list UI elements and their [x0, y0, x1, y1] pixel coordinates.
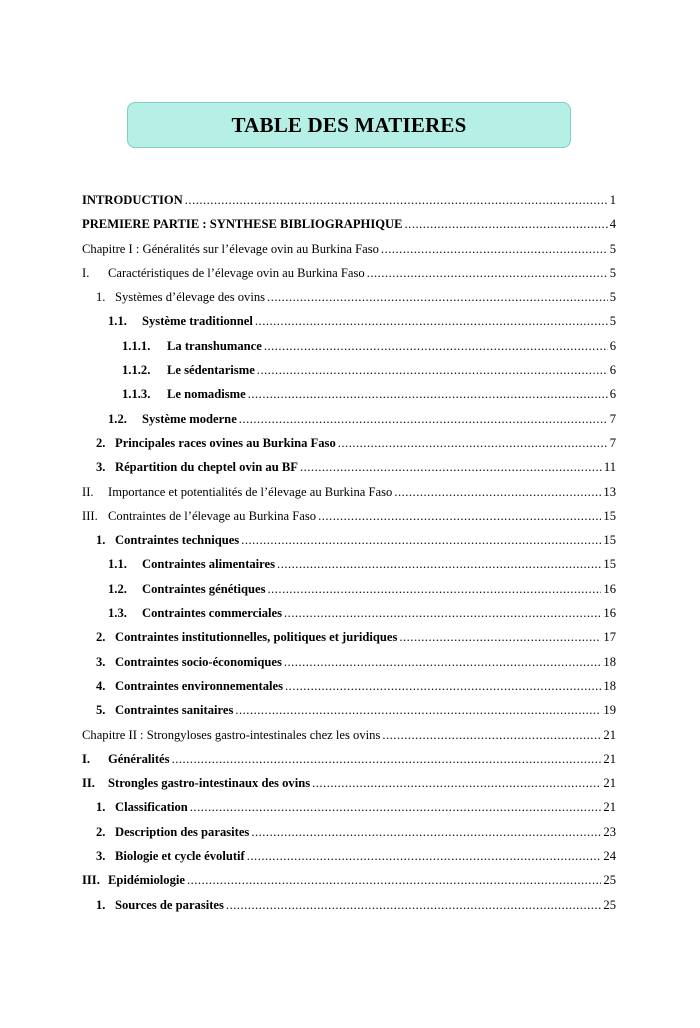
- toc-entry-title: [82, 212, 403, 236]
- toc-dot-leader: [318, 504, 601, 528]
- toc-dot-leader: [251, 820, 601, 844]
- toc-entry-title: [96, 795, 188, 819]
- toc-entry-number: 1.3.: [108, 606, 127, 621]
- toc-entry-title: [122, 382, 246, 406]
- toc-entry-number: 1.1.3.: [122, 387, 151, 402]
- toc-entry[interactable]: [82, 771, 616, 795]
- toc-dot-leader: [239, 407, 608, 431]
- toc-dot-leader: [172, 747, 602, 771]
- toc-page-number: 23: [603, 824, 616, 839]
- toc-entry-label: Contraintes techniques: [115, 533, 240, 548]
- toc-entry-title: [82, 237, 379, 261]
- toc-entry[interactable]: [82, 723, 616, 747]
- toc-entry-number: 2.: [96, 824, 106, 839]
- toc-entry-title: [96, 625, 397, 649]
- toc-page-number: 6: [609, 363, 616, 378]
- toc-dot-leader: [187, 868, 601, 892]
- toc-entry-label: Importance et potentialités de l’élevage au Burkina Faso: [108, 484, 393, 499]
- toc-entry-label: Systèmes d’élevage des ovins: [115, 290, 266, 305]
- toc-entry-title: [82, 188, 183, 212]
- toc-entry[interactable]: [82, 625, 616, 649]
- toc-entry-number: 5.: [96, 703, 106, 718]
- toc-entry-label: Contraintes alimentaires: [142, 557, 276, 572]
- toc-entry-title: [108, 407, 237, 431]
- toc-entry-title: [96, 528, 239, 552]
- toc-entry[interactable]: [82, 261, 616, 285]
- toc-entry-number: 1.2.: [108, 411, 127, 426]
- toc-dot-leader: [338, 431, 608, 455]
- toc-entry-label: Contraintes socio-économiques: [115, 654, 282, 669]
- toc-page-number: 15: [603, 557, 616, 572]
- toc-dot-leader: [284, 601, 601, 625]
- toc-entry[interactable]: [82, 480, 616, 504]
- toc-entry-number: 1.1.2.: [122, 363, 151, 378]
- toc-entry-label: Contraintes de l’élevage au Burkina Faso: [108, 508, 317, 523]
- toc-entry[interactable]: [82, 334, 616, 358]
- toc-dot-leader: [255, 309, 608, 333]
- toc-page-number: 21: [603, 776, 616, 791]
- toc-page-number: 18: [603, 678, 616, 693]
- toc-entry[interactable]: [82, 528, 616, 552]
- toc-entry-title: [82, 504, 316, 528]
- toc-page-number: 13: [603, 484, 616, 499]
- toc-dot-leader: [405, 212, 608, 236]
- toc-entry-title: [82, 747, 170, 771]
- toc-entry-title: [96, 698, 233, 722]
- toc-entry[interactable]: [82, 868, 616, 892]
- toc-entry-number: 1.1.: [108, 314, 127, 329]
- toc-entry-title: [82, 723, 380, 747]
- toc-dot-leader: [235, 698, 601, 722]
- toc-page-number: 7: [609, 411, 616, 426]
- toc-dot-leader: [247, 844, 602, 868]
- toc-page-number: 25: [603, 873, 616, 888]
- toc-entry-title: [122, 334, 262, 358]
- toc-dot-leader: [285, 674, 601, 698]
- toc-entry[interactable]: [82, 212, 616, 236]
- toc-entry[interactable]: [82, 893, 616, 917]
- toc-entry-title: [108, 577, 265, 601]
- toc-entry-label: Epidémiologie: [108, 873, 185, 888]
- toc-dot-leader: [312, 771, 601, 795]
- toc-entry[interactable]: [82, 382, 616, 406]
- toc-entry-number: II.: [82, 484, 94, 499]
- toc-entry-label: Le nomadisme: [167, 387, 246, 402]
- toc-page-number: 16: [603, 606, 616, 621]
- toc-dot-leader: [367, 261, 608, 285]
- toc-page-number: 15: [603, 533, 616, 548]
- toc-page-number: 21: [603, 727, 616, 742]
- toc-entry[interactable]: [82, 431, 616, 455]
- toc-page-number: 6: [609, 338, 616, 353]
- toc-dot-leader: [190, 795, 602, 819]
- toc-entry-label: Strongles gastro-intestinaux des ovins: [108, 776, 311, 791]
- toc-dot-leader: [277, 552, 601, 576]
- toc-dot-leader: [257, 358, 608, 382]
- toc-entry-number: III.: [82, 873, 100, 888]
- toc-entry-number: III.: [82, 508, 98, 523]
- toc-entry-number: 1.2.: [108, 581, 127, 596]
- toc-entry-title: [96, 820, 249, 844]
- toc-entry-number: 2.: [96, 435, 106, 450]
- toc-page-number: 5: [609, 265, 616, 280]
- toc-title: TABLE DES MATIERES: [231, 112, 467, 137]
- toc-page-number: 6: [609, 387, 616, 402]
- toc-entry[interactable]: [82, 285, 616, 309]
- toc-entry[interactable]: [82, 358, 616, 382]
- toc-entry-label: Biologie et cycle évolutif: [115, 849, 245, 864]
- toc-title-box: [127, 102, 571, 148]
- toc-entry[interactable]: [82, 844, 616, 868]
- toc-entry-number: I.: [82, 751, 91, 766]
- toc-page-number: 16: [603, 581, 616, 596]
- toc-entry-title: [108, 309, 253, 333]
- toc-entry-title: [96, 285, 265, 309]
- toc-entry[interactable]: [82, 795, 616, 819]
- toc-entry[interactable]: [82, 407, 616, 431]
- toc-entry-title: [82, 480, 392, 504]
- toc-dot-leader: [381, 237, 608, 261]
- toc-dot-leader: [241, 528, 601, 552]
- toc-dot-leader: [226, 893, 601, 917]
- toc-dot-leader: [284, 650, 602, 674]
- toc-entry-title: [108, 552, 275, 576]
- toc-entry-number: 1.1.: [108, 557, 127, 572]
- toc-entry-label: Le sédentarisme: [167, 363, 255, 378]
- toc-entry-number: 1.: [96, 897, 106, 912]
- toc-entry[interactable]: [82, 820, 616, 844]
- toc-entry[interactable]: [82, 650, 616, 674]
- toc-entry-label: Répartition du cheptel ovin au BF: [115, 460, 298, 475]
- toc-dot-leader: [300, 455, 602, 479]
- toc-page-number: 25: [603, 897, 616, 912]
- toc-entry-number: 3.: [96, 849, 106, 864]
- toc-entry-title: [96, 674, 283, 698]
- toc-page-number: 19: [603, 703, 616, 718]
- toc-entry-label: Description des parasites: [115, 824, 250, 839]
- toc-entry-title: [96, 650, 282, 674]
- toc-entry-title: [96, 455, 298, 479]
- toc-dot-leader: [267, 577, 601, 601]
- toc-page-number: 18: [603, 654, 616, 669]
- toc-entry-number: 3.: [96, 654, 106, 669]
- toc-entry[interactable]: [82, 577, 616, 601]
- toc-dot-leader: [394, 480, 601, 504]
- toc-entry-label: Sources de parasites: [115, 897, 224, 912]
- toc-entry-label: Système moderne: [142, 411, 237, 426]
- toc-entry-title: [96, 893, 224, 917]
- toc-page-number: 4: [609, 217, 616, 232]
- toc-entry-label: Chapitre I : Généralités sur l’élevage ovin au Burkina Faso: [82, 241, 379, 256]
- toc-entry[interactable]: [82, 601, 616, 625]
- toc-page-number: 5: [609, 290, 616, 305]
- toc-dot-leader: [248, 382, 608, 406]
- toc-page-number: 5: [609, 314, 616, 329]
- toc-entry-label: Chapitre II : Strongyloses gastro-intestinales chez les ovins: [82, 727, 381, 742]
- toc-entry-title: [96, 844, 245, 868]
- toc-page-number: 1: [609, 193, 616, 207]
- toc-entry[interactable]: [82, 747, 616, 771]
- toc-entry[interactable]: [82, 237, 616, 261]
- toc-entry-number: 1.1.1.: [122, 338, 151, 353]
- toc-entry-label: Contraintes sanitaires: [115, 703, 234, 718]
- toc-entry-label: Classification: [115, 800, 188, 815]
- toc-page-number: 11: [603, 460, 616, 475]
- toc-entry[interactable]: [82, 309, 616, 333]
- toc-entry-number: I.: [82, 265, 90, 280]
- toc-entry-title: [82, 261, 365, 285]
- toc-entry-title: [122, 358, 255, 382]
- toc-entry-label: La transhumance: [167, 338, 262, 353]
- toc-page-number: 15: [603, 508, 616, 523]
- toc-entry-label: Contraintes environnementales: [115, 678, 284, 693]
- toc-page-number: 24: [603, 849, 616, 864]
- toc-entry-title: [82, 771, 310, 795]
- toc-entry-title: [82, 868, 185, 892]
- toc-entry-label: Caractéristiques de l’élevage ovin au Burkina Faso: [108, 265, 365, 280]
- toc-page-number: 5: [609, 241, 616, 256]
- toc-entry-number: 1.: [96, 800, 106, 815]
- toc-entry-title: [108, 601, 282, 625]
- toc-page-number: 21: [603, 800, 616, 815]
- toc-entry-number: 1.: [96, 533, 106, 548]
- toc-entry[interactable]: [82, 188, 616, 212]
- toc-entry-label: Principales races ovines au Burkina Faso: [115, 435, 336, 450]
- toc-entry-label: Système traditionnel: [142, 314, 253, 329]
- toc-entry-number: 3.: [96, 460, 106, 475]
- toc-entry-number: 1.: [96, 290, 106, 305]
- toc-dot-leader: [185, 188, 608, 212]
- toc-entry-label: Contraintes commerciales: [142, 606, 283, 621]
- toc-entry-label: Contraintes institutionnelles, politiques et juridiques: [115, 630, 398, 645]
- toc-page-number: 17: [603, 630, 616, 645]
- toc-entry[interactable]: [82, 552, 616, 576]
- toc-dot-leader: [399, 625, 601, 649]
- toc-entry-label: Contraintes génétiques: [142, 581, 266, 596]
- toc-entry[interactable]: [82, 455, 616, 479]
- toc-dot-leader: [264, 334, 608, 358]
- toc-entry-label: INTRODUCTION: [82, 193, 183, 207]
- toc-page-number: 7: [609, 435, 616, 450]
- table-of-contents: [82, 188, 616, 917]
- toc-dot-leader: [267, 285, 608, 309]
- toc-entry[interactable]: [82, 504, 616, 528]
- toc-entry-number: 2.: [96, 630, 106, 645]
- toc-entry-label: PREMIERE PARTIE : SYNTHESE BIBLIOGRAPHIQUE: [82, 217, 403, 232]
- toc-page-number: 21: [603, 751, 616, 766]
- toc-entry-title: [96, 431, 336, 455]
- toc-entry[interactable]: [82, 698, 616, 722]
- toc-entry[interactable]: [82, 674, 616, 698]
- toc-entry-number: 4.: [96, 678, 106, 693]
- toc-entry-number: II.: [82, 776, 95, 791]
- toc-entry-label: Généralités: [108, 751, 170, 766]
- toc-dot-leader: [382, 723, 601, 747]
